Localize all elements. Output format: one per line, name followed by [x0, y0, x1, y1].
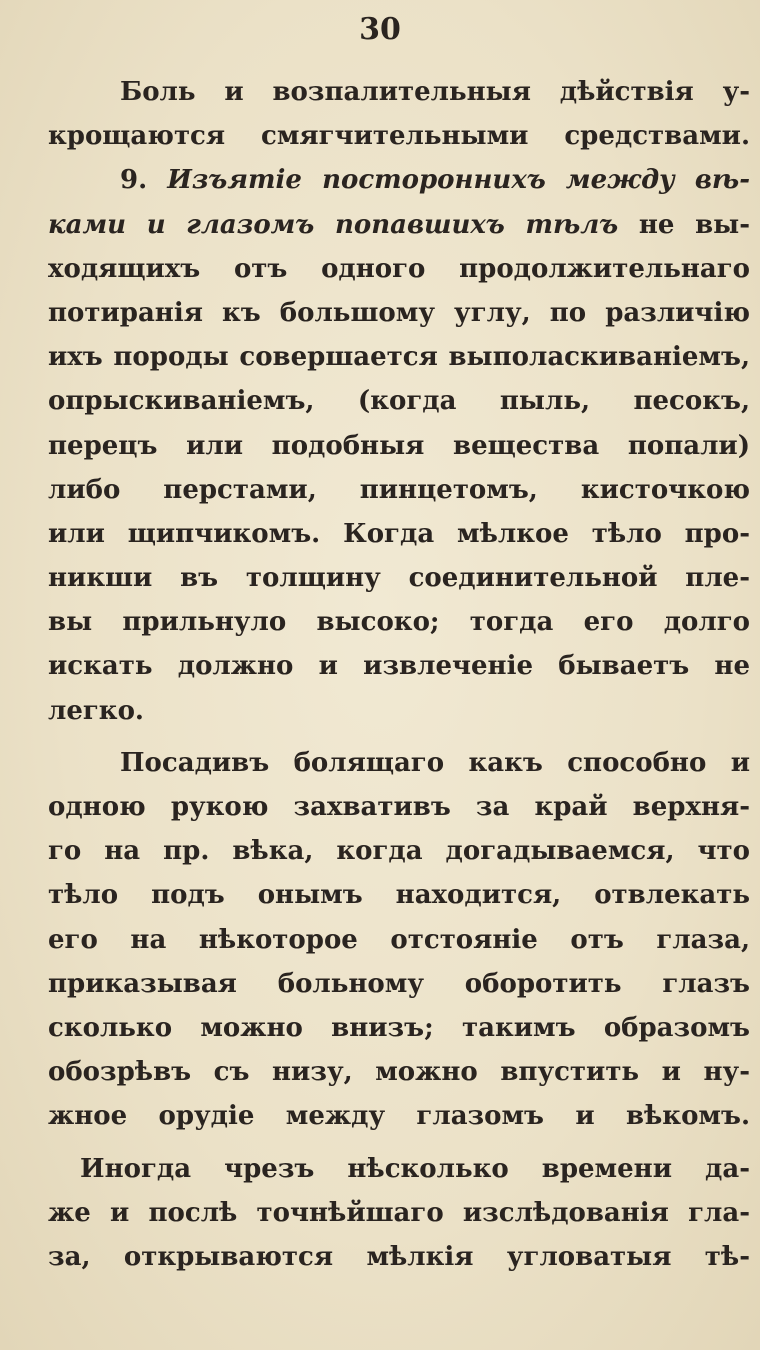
paragraph-gap: [48, 1139, 750, 1147]
text-line: Посадивъ болящаго какъ способно и: [120, 747, 750, 778]
text-line: перецъ или подобныя вещества попали): [48, 430, 750, 461]
text-line: Боль и возпалительныя дѣйствія у-: [120, 77, 750, 107]
text-line: жное орудіе между глазомъ и вѣкомъ.: [48, 1101, 750, 1132]
page-body: [48, 70, 750, 1279]
text-line: за, открываются мѣлкія угловатыя тѣ-: [48, 1241, 750, 1272]
section-heading: Изъятіе постороннихъ между вѣ-: [167, 165, 750, 196]
text-line: потиранія къ большому углу, по различію: [48, 297, 750, 328]
text-line: либо перстами, пинцетомъ, кисточкою: [48, 474, 750, 505]
text-line: тѣло подъ онымъ находится, отвлекать: [48, 880, 750, 911]
text-line: сколько можно внизъ; такимъ образомъ: [48, 1012, 750, 1043]
text-line: же и послѣ точнѣйшаго изслѣдованія гла-: [48, 1197, 750, 1228]
text-line: Иногда чрезъ нѣсколько времени да-: [80, 1153, 750, 1184]
text-line: ходящихъ отъ одного продолжительнаго: [48, 253, 750, 284]
text-fragment: не вы-: [618, 209, 750, 240]
text-line: опрыскиваніемъ, (когда пыль, песокъ,: [48, 386, 750, 417]
page-number: 30: [359, 12, 401, 47]
text-line: обозрѣвъ съ низу, можно впустить и ну-: [48, 1057, 750, 1088]
paragraph: [48, 70, 750, 158]
paragraph: [48, 741, 750, 1139]
text-line: никши въ толщину соединительной пле-: [48, 563, 750, 594]
paragraph-gap: [48, 733, 750, 741]
section-heading: ками и глазомъ попавшихъ тѣлъ: [48, 209, 619, 240]
text-line: приказывая больному оборотить глазъ: [48, 968, 750, 999]
section-number: 9.: [120, 165, 168, 196]
text-line: легко.: [48, 695, 144, 726]
text-line: го на пр. вѣка, когда догадываемся, что: [48, 836, 750, 867]
text-line: [48, 203, 750, 247]
text-line: вы прильнуло высоко; тогда его долго: [48, 607, 750, 638]
text-line: его на нѣкоторое отстояніе отъ глаза,: [48, 924, 750, 955]
text-line: ихъ породы совершается выполаскиваніемъ,: [48, 342, 750, 373]
text-line: одною рукою захвативъ за край верхня-: [48, 792, 750, 822]
text-line: [48, 158, 750, 202]
paragraph: [48, 1147, 750, 1280]
text-line: крощаются смягчительными средствами.: [48, 121, 750, 152]
text-line: искать должно и извлеченіе бываетъ не: [48, 651, 750, 682]
paragraph: [48, 158, 750, 732]
text-line: или щипчикомъ. Когда мѣлкое тѣло про-: [48, 518, 750, 549]
